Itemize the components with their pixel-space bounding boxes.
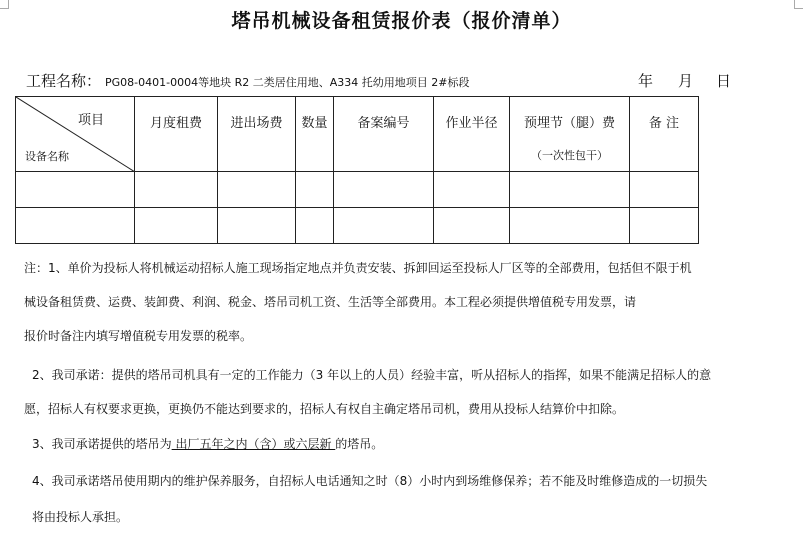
note-1-line-2: 械设备租赁费、运费、装卸费、利润、税金、塔吊司机工资、生活等全部费用。本工程必须提供增值税专用发票，请 — [24, 295, 637, 309]
table-cell — [630, 172, 699, 208]
date-year-label: 年 — [638, 72, 654, 90]
header-working-radius: 作业半径 — [434, 97, 510, 172]
project-name-line — [26, 70, 786, 92]
table-cell — [434, 172, 510, 208]
table-cell — [334, 208, 434, 244]
table-cell — [334, 172, 434, 208]
note-3-line — [32, 436, 383, 452]
diagonal-header-item: 项目 — [77, 113, 104, 128]
note-2-line-1: 2、我司承诺：提供的塔吊司机具有一定的工作能力（3 年以上的人员）经验丰富，听从招标人的指挥，如果不能满足招标人的意 — [32, 368, 712, 382]
note-1-line-1: 注：1、单价为投标人将机械运动招标人施工现场指定地点并负责安装、拆卸回运至投标人厂区等的全部费用，包括但不限于机 — [24, 261, 692, 275]
date-day-label: 日 — [716, 72, 732, 90]
diagonal-header-equipment: 设备名称 — [25, 150, 69, 163]
table-header-row — [16, 97, 699, 172]
note-4-line-2: 将由投标人承担。 — [32, 510, 129, 524]
note-1-line-3: 报价时备注内填写增值税专用发票的税率。 — [24, 329, 253, 343]
table-row — [16, 208, 699, 244]
project-name-label: 工程名称： — [26, 72, 102, 90]
header-monthly-rent: 月度租费 — [135, 97, 218, 172]
date-month-label: 月 — [678, 72, 694, 90]
table-cell — [135, 208, 218, 244]
note-2-line-2: 愿，招标人有权要求更换，更换仍不能达到要求的，招标人有权自主确定塔吊司机，费用从投标人结算价中扣除。 — [24, 402, 625, 416]
table-cell — [434, 208, 510, 244]
header-lump-sum-note: （一次性包干） — [531, 149, 608, 162]
diagonal-header-cell — [16, 97, 135, 172]
table-cell — [510, 208, 630, 244]
project-name-value: PG08-0401-0004等地块 R2 二类居住用地、A334 托幼用地项目 2#标段 — [105, 76, 470, 89]
table-cell — [510, 172, 630, 208]
table-cell — [16, 172, 135, 208]
header-embedded-section-fee: 预埋节（腿）费 （一次性包干） — [510, 97, 630, 172]
table-row — [16, 172, 699, 208]
note-3-prefix: 3、我司承诺提供的塔吊为 — [32, 437, 172, 451]
note-3-fill-in: 出厂五年之内（含）或六层新 — [171, 437, 336, 451]
table-cell — [16, 208, 135, 244]
table-cell — [218, 172, 296, 208]
quote-table — [15, 96, 699, 244]
table-cell — [218, 208, 296, 244]
table-cell — [630, 208, 699, 244]
header-remarks: 备 注 — [630, 97, 699, 172]
header-registration-number: 备案编号 — [334, 97, 434, 172]
header-quantity: 数量 — [296, 97, 334, 172]
table-cell — [296, 208, 334, 244]
header-mobilization-fee: 进出场费 — [218, 97, 296, 172]
note-3-suffix: 的塔吊。 — [335, 437, 384, 451]
document-title: 塔吊机械设备租赁报价表（报价清单） — [231, 10, 572, 32]
note-4-line-1: 4、我司承诺塔吊使用期内的维护保养服务，自招标人电话通知之时（8）小时内到场维修保养；若不能及时维修造成的一切损失 — [32, 474, 708, 488]
table-cell — [296, 172, 334, 208]
table-cell — [135, 172, 218, 208]
